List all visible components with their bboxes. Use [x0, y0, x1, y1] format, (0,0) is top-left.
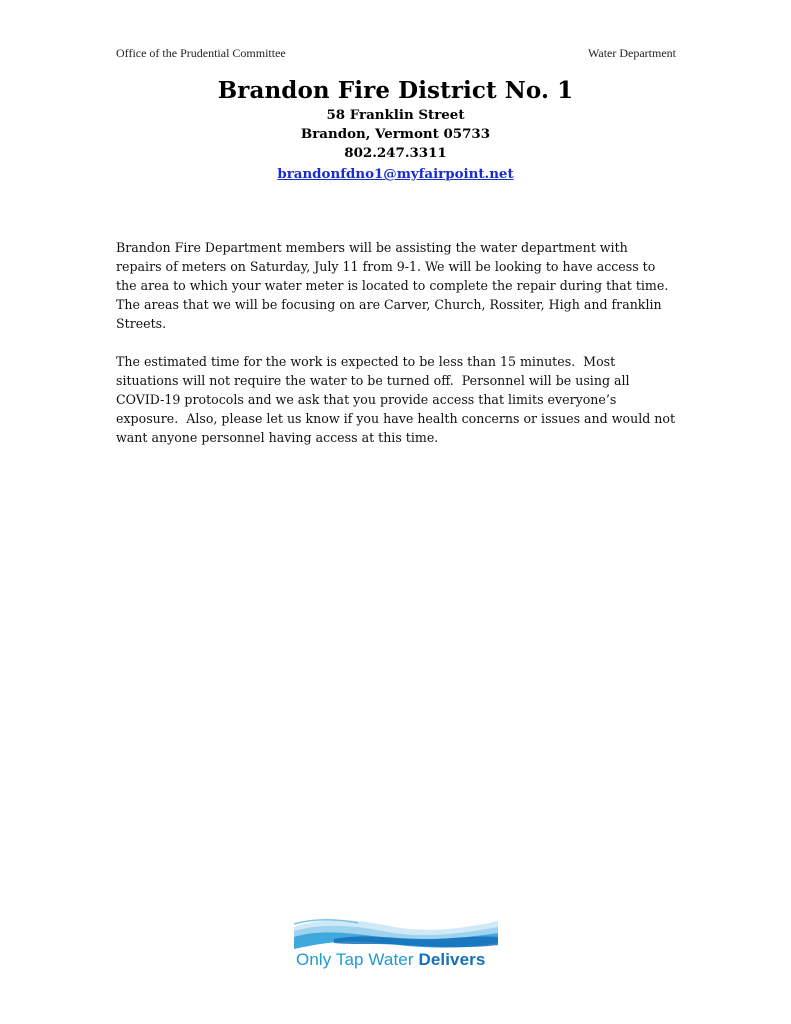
street-address: 58 Franklin Street: [326, 107, 465, 123]
email-link[interactable]: brandonfdno1@myfairpoint.net: [277, 166, 514, 182]
city-state-zip: Brandon, Vermont 05733: [300, 126, 491, 142]
phone-number: 802.247.3311: [344, 145, 447, 161]
logo-tagline: [296, 950, 485, 970]
only-tap-water-logo: [294, 915, 498, 975]
logo-text-bold: Delivers: [418, 950, 486, 969]
body-paragraph: The estimated time for the work is expected to be less than 15 minutes. Most situations will not require the water to be turned off. Personnel will be using all COVID-19 protocols and we ask that you provide access that limits everyone’s exposure. Also, please let us know if you have health concerns or issues and would not want anyone personnel having access at this time.: [116, 354, 680, 445]
letter-body: [116, 238, 680, 466]
water-wave-icon: [294, 915, 498, 951]
body-paragraph: Brandon Fire Department members will be assisting the water department with repairs of meters on Saturday, July 11 from 9-1. We will be looking to have access to the area to which your water meter is located to complete the repair during that time. The areas that we will be focusing on are Carver, Church, Rossiter, High and franklin Streets.: [116, 240, 677, 331]
organization-name: Brandon Fire District No. 1: [217, 77, 574, 104]
header-office-label: Office of the Prudential Committee: [116, 46, 286, 60]
header-department-label: Water Department: [588, 46, 676, 60]
running-header: [116, 46, 676, 64]
logo-text-regular: Only Tap Water: [296, 950, 419, 969]
letterhead: [0, 76, 791, 184]
